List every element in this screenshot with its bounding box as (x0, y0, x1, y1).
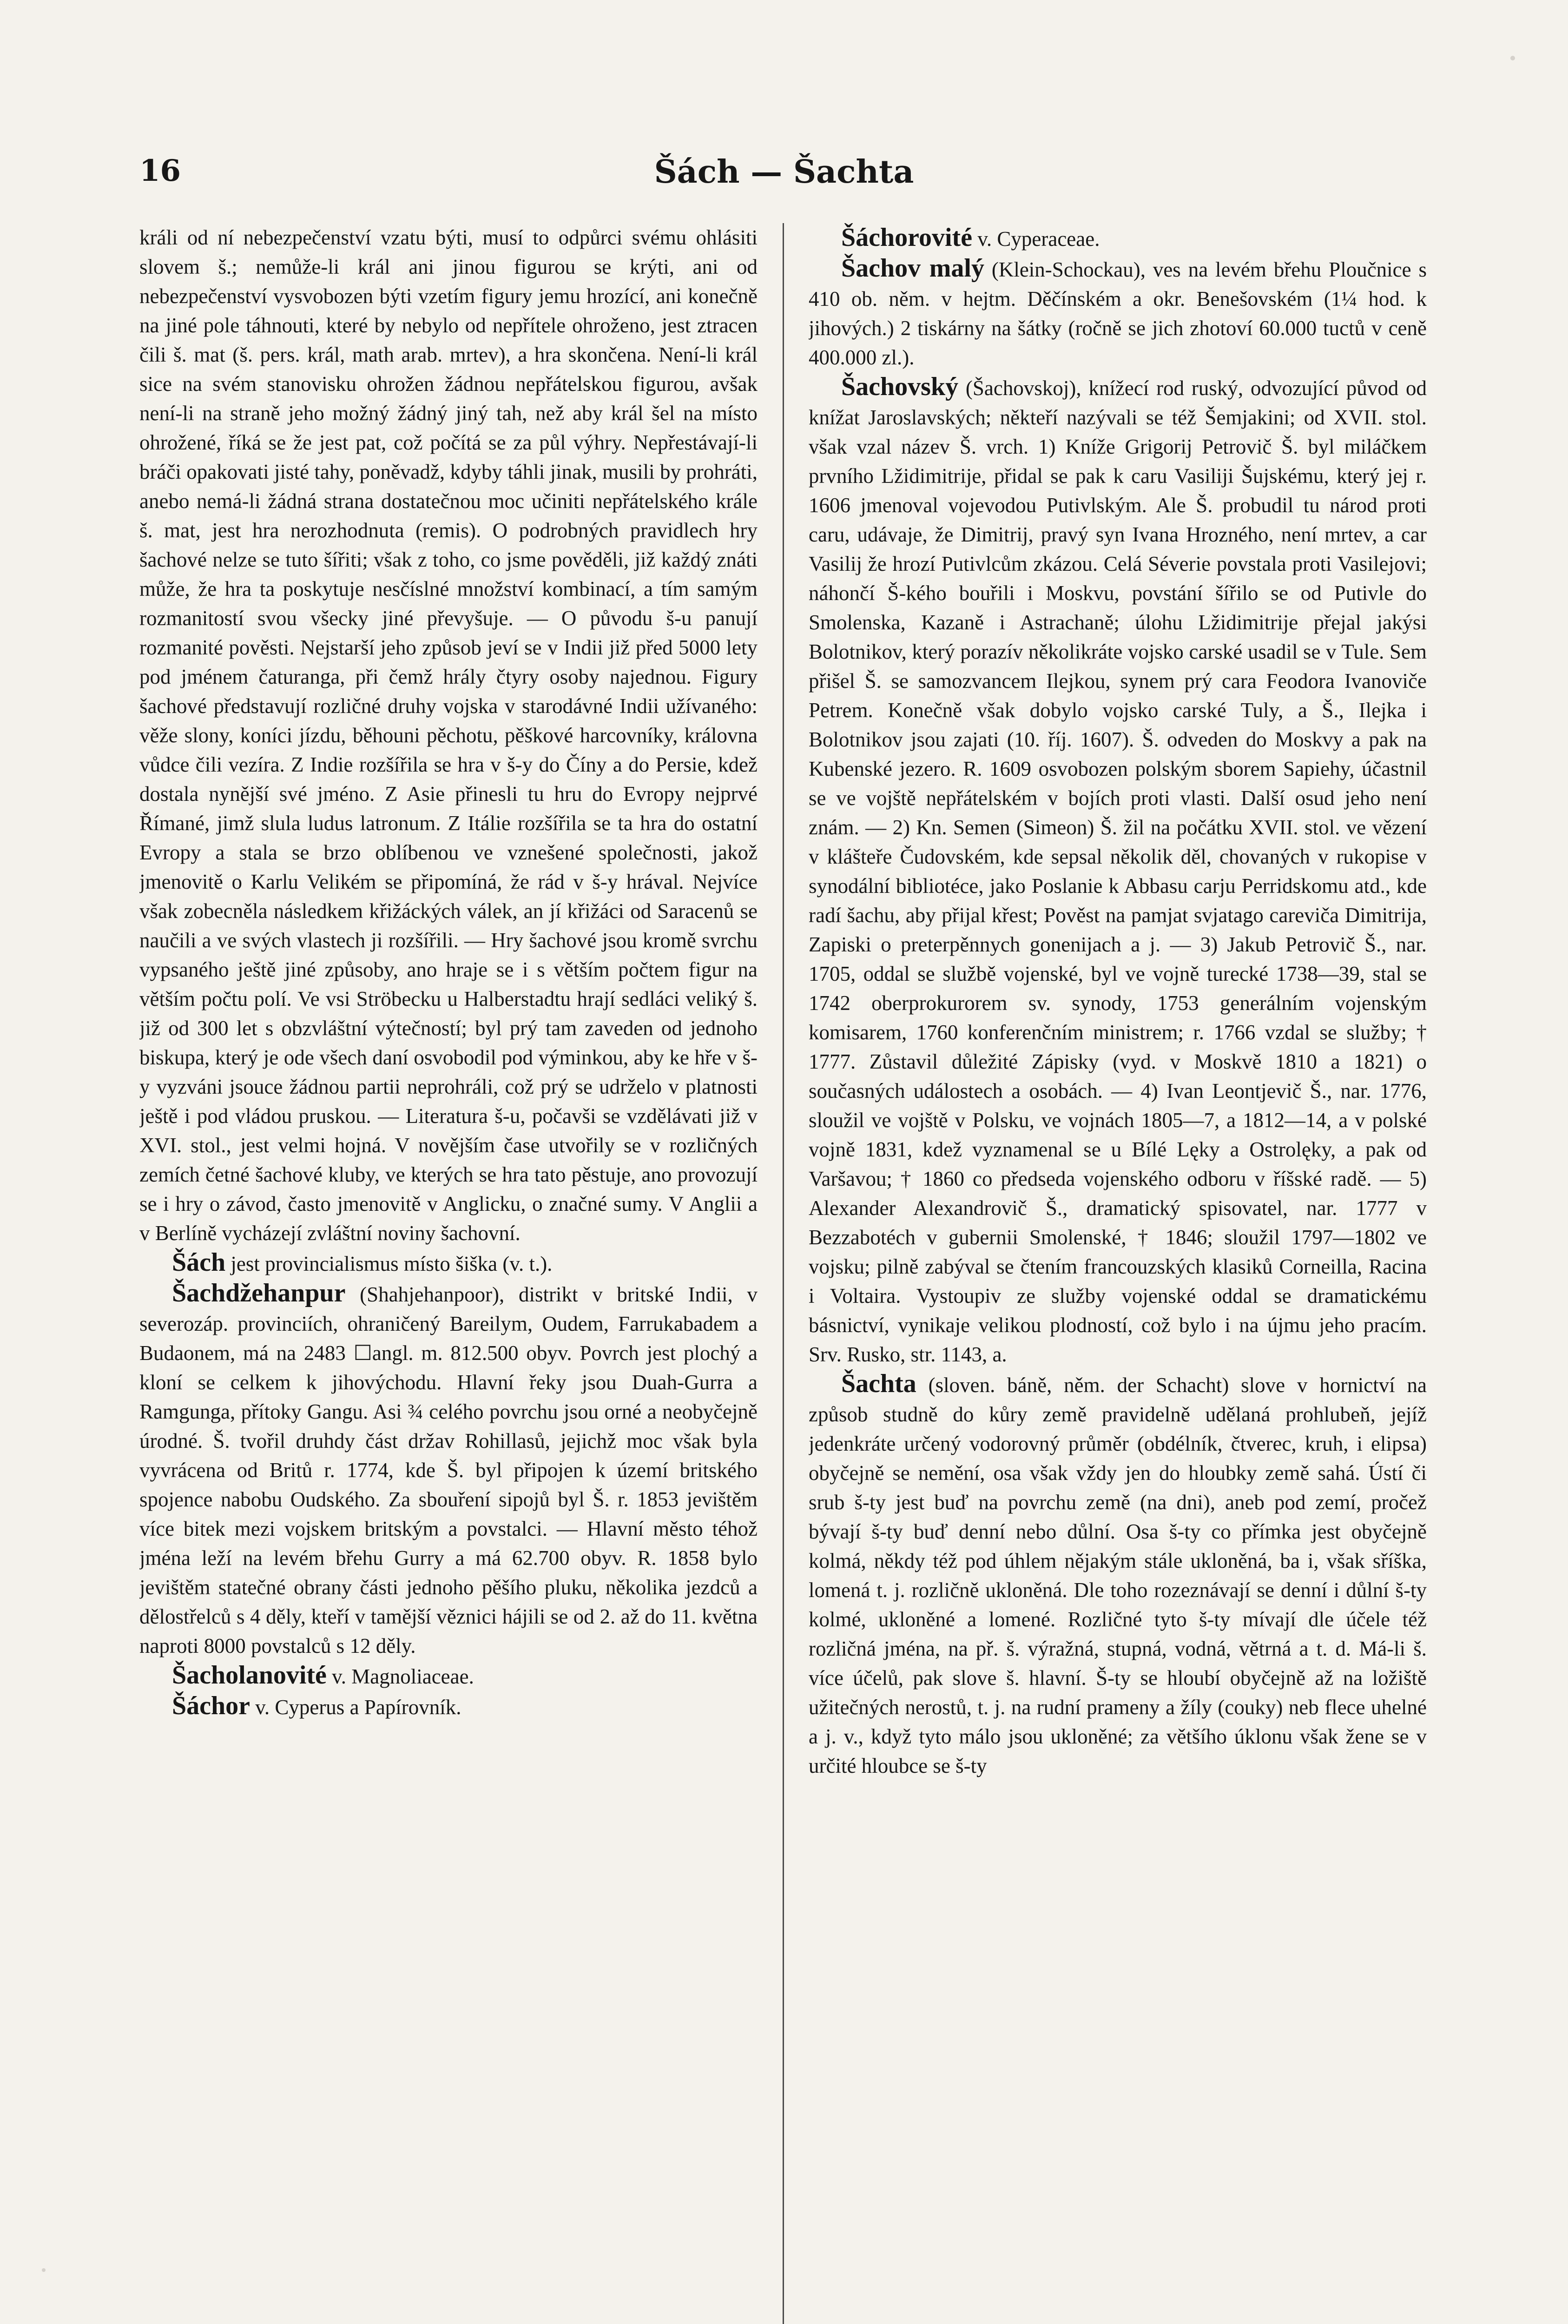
headword: Šachov malý (841, 254, 984, 283)
entry-text: (sloven. báně, něm. der Schacht) slove v hornictví na způsob studně do kůry země pravidelně udělaná prohlubeň, jejíž jedenkráte určený vodorovný průměr (obdélník, čtverec, kruh, i elipsa) obyčejně se nemění, osa však vždy jen do hloubky země sahá. Ústí či srub š-ty jest buď na povrchu země (na dni), aneb pod zemí, pročež bývají š-ty buď denní nebo důlní. Osa š-ty co přímka jest obyčejně kolmá, někdy též pod úhlem nějakým stále ukloněná, ba i, však sříška, lomená t. j. rozličně ukloněná. Dle toho rozeznávají se denní i důlní š-ty kolmé, ukloněné a lomené. Rozličné tyto š-ty mívají dle účele též rozličná jména, na př. š. výražná, stupná, vodná, větrná a t. d. Má-li š. více účelů, pak slove š. hlavní. Š-ty se hloubí obyčejně až na ložiště užitečných nerostů, t. j. na rudní prameny a žíly (couky) neb flece uhelné a j. v., když tyto málo jsou ukloněné; za většího úklonu však žene se v určité hloubce se š-ty (809, 1373, 1427, 1777)
entry-sach (139, 1248, 758, 1279)
headword: Šachta (841, 1369, 916, 1398)
entry-sachovsky (809, 372, 1427, 1369)
entry-sachov-maly (809, 254, 1427, 372)
entry-text: (Klein-Schockau), ves na levém břehu Ploučnice s 410 ob. něm. v hejtm. Děčínském a okr. Benešovském (1¼ hod. k jihových.) 2 tiskárny na šátky (ročně se jich zhotoví 60.000 tuctů v ceně 400.000 zl.). (809, 258, 1427, 369)
column-divider (783, 223, 784, 2324)
entry-text: (Shahjehanpoor), distrikt v britské Indii, v severozáp. provinciích, ohraničený Bareilym, Oudem, Farrukabadem a Budaonem, má na 2483 ☐angl. m. 812.500 obyv. Povrch jest plochý a kloní se celkem k jihovýchodu. Hlavní řeky jsou Duah-Gurra a Ramgunga, přítoky Gangu. Asi ¾ celého povrchu jsou orné a neobyčejně úrodné. Š. tvořil druhdy část držav Rohillasů, jejichž moc však byla vyvrácena od Britů r. 1774, kde Š. byl připojen k území britského spojence nabobu Oudského. Za sbouření sipojů byl Š. r. 1853 jevištěm více bitek mezi vojskem britským a povstalci. — Hlavní město téhož jména leží na levém břehu Gurry a má 62.700 obyv. R. 1858 bylo jevištěm statečné obrany části jednoho pěšího pluku, několika jezdců a dělostřelců s 4 děly, kteří v tamější věznici hájili se od 2. až do 11. května naproti 8000 povstalců s 12 děly. (139, 1283, 758, 1657)
right-column (809, 223, 1427, 2324)
entry-text: (Šachovskoj), knížecí rod ruský, odvozující původ od knížat Jaroslavských; někteří nazývali se též Šemjakini; od XVII. stol. však vzal název Š. vrch. 1) Kníže Grigorij Petrovič Š. byl miláčkem prvního Lžidimitrije, přidal se pak k caru Vasiliji Šujskému, který jej r. 1606 jmenoval vojevodou Putivlským. Ale Š. probudil tu národ proti caru, udávaje, že Dimitrij, pravý syn Ivana Hrozného, není mrtev, a car Vasilij že hrozí Putivlcům zkázou. Celá Séverie povstala proti Vasilejovi; náhončí Š-kého bouřili i Moskvu, povstání šířilo se od Putivle do Smolenska, Kazaně i Astrachaně; úlohu Lžidimitrije přejal jakýsi Bolotnikov, který porazív několikráte vojsko carské usadil se v Tule. Sem přišel Š. se samozvancem Ilejkou, synem prý cara Feodora Ivanoviče Petrem. Konečně však dobylo vojsko carské Tuly, a Š., Ilejka i Bolotnikov jsou zajati (10. říj. 1607). Š. odveden do Moskvy a pak na Kubenské jezero. R. 1609 osvobozen polským sborem Sapiehy, účastnil se ve vojště nepřátelském v bojích proti vlasti. Další osud jeho není znám. — 2) Kn. Semen (Simeon) Š. žil na počátku XVII. stol. ve vězení v klášteře Čudovském, kde sepsal několik děl, chovaných v rukopise v synodální bibliotéce, jako Poslanie k Abbasu carju Perridskomu atd., kde radí šachu, aby přijal křest; Pověst na pamjat svjatago careviča Dimitrija, Zapiski o preterpěnnych gonenijach a j. — 3) Jakub Petrovič Š., nar. 1705, oddal se službě vojenské, byl ve vojně turecké 1738—39, stal se 1742 oberprokurorem sv. synody, 1753 generálním vojenským komisarem, 1760 konferenčním ministrem; r. 1766 vzdal se služby; † 1777. Zůstavil důležité Zápisky (vyd. v Moskvě 1810 a 1821) o současných událostech a osobách. — 4) Ivan Leontjevič Š., nar. 1776, sloužil ve vojště v Polsku, ve vojnách 1805—7, a 1812—14, a v polské vojně 1831, kdež vyznamenal se u Bílé Lęky a Ostrolęky, a pak od Varšavou; † 1860 co předseda vojenského odboru v říšské radě. — 5) Alexander Alexandrovič Š., dramatický spisovatel, nar. 1777 v Bezzabotéch v gubernii Smolenské, † 1846; sloužil 1797—1802 ve vojsku; pilně zabýval se čtením francouzských klasiků Corneilla, Racina i Voltaira. Vystoupiv ze služby vojenské oddal se dramatickému básnictví, vynikaje velikou plodností, což bylo i na újmu jeho pracím. Srv. Rusko, str. 1143, a. (809, 376, 1427, 1366)
page-number: 16 (139, 153, 181, 188)
running-head: Šách — Šachta (654, 153, 914, 191)
text-columns (139, 223, 1427, 2324)
entry-sachorovite (809, 223, 1427, 254)
headword: Šachovský (841, 372, 959, 401)
scan-speck (1510, 56, 1515, 60)
entry-sacholanovite (139, 1661, 758, 1691)
entry-text: jest provincialismus místo šiška (v. t.). (231, 1252, 553, 1275)
headword: Šách (172, 1248, 226, 1277)
entry-text: v. Cyperus a Papírovník. (255, 1696, 461, 1719)
entry-text: v. Magnoliaceae. (332, 1665, 474, 1688)
headword: Šáchorovité (841, 223, 973, 252)
headword: Šacholanovité (172, 1661, 327, 1690)
entry-text: králi od ní nebezpečenství vzatu býti, musí to odpůrci svému ohlásiti slovem š.; nemůže-li král ani jinou figurou se krýti, ani od nebezpečenství vysvobozen býti vzetím figury jemu hrozící, ani konečně na jiné pole táhnouti, které by nebylo od nepřítele ohroženo, jest ztracen čili š. mat (š. pers. král, math arab. mrtev), a hra skončena. Není-li král sice na svém stanovisku ohrožen žádnou nepřátelskou figurou, avšak není-li na straně jeho možný žádný jiný tah, než aby král šel na místo ohrožené, říká se že jest pat, což počítá se za půl výhry. Nepřestávají-li bráči opakovati jisté tahy, poněvadž, kdyby táhli jinak, musili by prohráti, anebo nemá-li žádná strana dostatečnou moc učiniti nepřátelského krále š. mat, jest hra nerozhodnuta (remis). O podrobných pravidlech hry šachové nelze se tuto šířiti; však z toho, co jsme pověděli, již každý znáti může, že hra ta poskytuje nesčíslné množství kombinací, a tím samým rozmanitostí svou všecky jiné převyšuje. — O původu š-u panují rozmanité pověsti. Nejstarší jeho způsob jeví se v Indii již před 5000 lety pod jménem čaturanga, při čemž hrály čtyry osoby najednou. Figury šachové představují rozličné druhy vojska v starodávné Indii užívaného: věže slony, koníci jízdu, běhouni pěchotu, pěškové harcovníky, královna vůdce čili vezíra. Z Indie rozšířila se hra v š-y do Číny a do Persie, kdež dostala nynější své jméno. Z Asie přinesli tu hru do Evropy nejprvé Římané, jimž slula ludus latronum. Z Itálie rozšířila se ta hra do ostatní Evropy a stala se brzo oblíbenou ve vznešené společnosti, jakož jmenovitě o Karlu Velikém se připomíná, že rád v š-y hrával. Nejvíce však zobecněla následkem křižáckých válek, an jí křižáci od Saracenů se naučili a ve svých vlastech ji rozšířili. — Hry šachové jsou kromě svrchu vypsaného ještě jiné způsoby, ano hraje se i s větším počtem figur na větším počtu polí. Ve vsi Ströbecku u Halberstadtu hrají sedláci veliký š. již od 300 let s obzvláštní výtečností; byl prý tam zaveden od jednoho biskupa, který je ode všech daní osvobodil pod výminkou, aby ke hře v š-y vyzváni jsouce žádnou partii neprohráli, což prý se udrželo v platnosti ještě i pod vládou pruskou. — Literatura š-u, počavši se vzdělávati již v XVI. stol., jest velmi hojná. V novějším čase utvořily se v rozličných zemích četné šachové kluby, ve kterých se hra tato pěstuje, ano provozují se i hry o závod, často jmenovitě v Anglicku, o značné sumy. V Anglii a v Berlíně vycházejí zvláštní noviny šachovní. (139, 226, 758, 1245)
entry-text: v. Cyperaceae. (977, 227, 1100, 251)
entry-sach-continuation (139, 223, 758, 1248)
headword: Šáchor (172, 1691, 250, 1720)
entry-sachdzehanpur (139, 1279, 758, 1661)
entry-sachor (139, 1691, 758, 1722)
entry-sachta (809, 1369, 1427, 1781)
scan-speck (42, 2268, 46, 2272)
left-column (139, 223, 758, 2324)
headword: Šachdžehanpur (172, 1279, 346, 1307)
